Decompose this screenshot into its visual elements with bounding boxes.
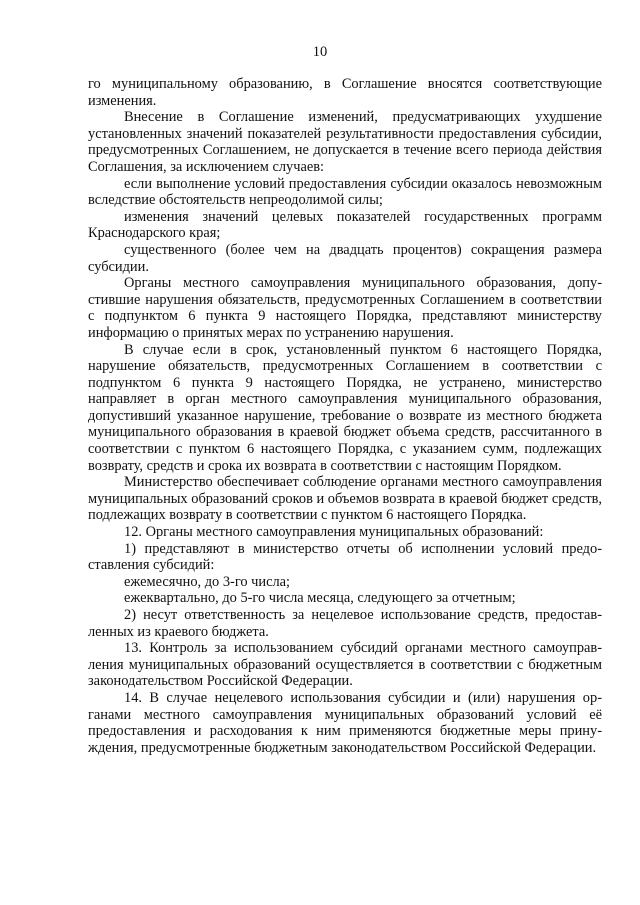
- paragraph-violation-reporting: Органы местного самоуправления муниципального образования, допустившие нарушения обязательств, предусмотренных Соглашением в соответствии с подпунктом 6 пункта 9 настоящего Порядка, представляют министерству информацию о принятых мерах по устранению нарушения.: [88, 275, 602, 341]
- page-number: 10: [312, 44, 328, 60]
- paragraph-section-12: 12. Органы местного самоуправления муниципальных образований:: [124, 524, 544, 541]
- paragraph-exception-force-majeure: если выполнение условий предоставления субсидии оказалось невозможным вследствие обстоятельств непреодолимой силы;: [88, 175, 602, 209]
- paragraph-section-12-item-1: 1) представляют в министерство отчеты об исполнении условий предоставления субсидий:: [88, 540, 602, 574]
- paragraph-refund-compliance: Министерство обеспечивает соблюдение органами местного самоуправления муниципальных образований сроков и объемов возврата в краевой бюджет средств, подлежащих возврату в соответствии с пунктом 6 настоящего Порядка.: [88, 474, 602, 524]
- paragraph-quarterly-report: ежеквартально, до 5-го числа месяца, следующего за отчетным;: [124, 590, 516, 607]
- paragraph-exception-subsidy-reduction: существенного (более чем на двадцать процентов) сокращения размера субсидии.: [88, 241, 602, 275]
- paragraph-section-14: 14. В случае нецелевого использования субсидии и (или) нарушения органами местного самоуправления муниципальных образований условий её предоставления и расходования к ним применяются бюджетные меры принуждения, предусмотренные бюджетным законодательством Российской Федерации.: [88, 689, 602, 756]
- document-body: [88, 76, 602, 756]
- paragraph-section-12-item-2: 2) несут ответственность за нецелевое использование средств, предоставленных из краевого бюджета.: [88, 607, 602, 640]
- paragraph-exception-target-indicators: изменения значений целевых показателей государственных программ Краснодарского края;: [88, 208, 602, 242]
- paragraph-amendment-restriction: Внесение в Соглашение изменений, предусматривающих ухудшение установленных значений показателей результативности предоставления субсидии, предусмотренных Соглашением, не допускается в течение всего периода действия Соглашения, за исключением случаев:: [88, 109, 602, 175]
- paragraph-section-13: 13. Контроль за использованием субсидий органами местного самоуправления муниципальных образований осуществляется в соответствии с бюджетным законодательством Российской Федерации.: [88, 640, 602, 690]
- paragraph-refund-requirement: В случае если в срок, установленный пунктом 6 настоящего Порядка, нарушение обязательств, предусмотренных Соглашением в соответствии с подпунктом 6 пункта 9 настоящего Порядка, не устранено, министерство направляет в орган местного самоуправления муниципального образования, допустивший указанное нарушение, требование о возврате из местного бюджета муниципального образования в краевой бюджет объема средств, рассчитанного в соответствии с пунктом 6 настоящего Порядка, с указанием сумм, подлежащих возврату, средств и срока их возврата в соответствии с настоящим Порядком.: [88, 341, 602, 474]
- paragraph-continuation: го муниципальному образованию, в Соглашение вносятся соответствующие изменения.: [88, 76, 602, 109]
- paragraph-monthly-report: ежемесячно, до 3-го числа;: [124, 573, 291, 590]
